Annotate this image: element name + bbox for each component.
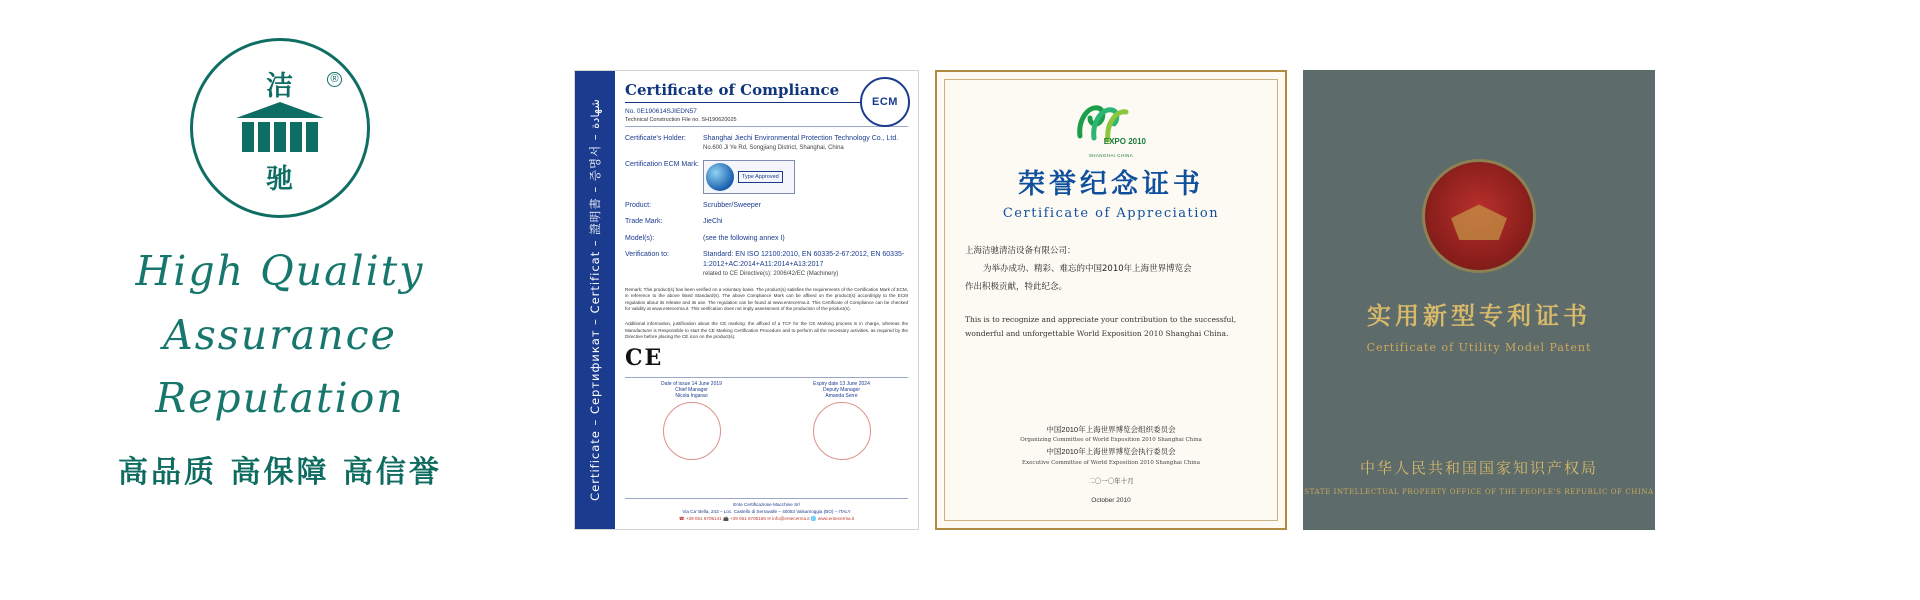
certificate-signature-row (625, 377, 908, 460)
patent-title-chinese: 实用新型专利证书 (1367, 302, 1591, 330)
headline-chinese: 高品质 高保障 高信誉 (118, 454, 442, 490)
expo-logo-icon (1074, 96, 1148, 158)
certificate-file-number: Technical Construction File no. SH190620025 (625, 117, 908, 127)
certificate-footer (625, 498, 908, 523)
patent-issuer-english: STATE INTELLECTUAL PROPERTY OFFICE OF THE PEOPLE'S REPUBLIC OF CHINA (1304, 488, 1654, 496)
expo-org-2-en: Executive Committee of World Exposition 2010 Shanghai China (1022, 459, 1200, 466)
expo-date-en: October 2010 (1091, 496, 1131, 504)
directives-text: related to CE Directive(s): 2006/42/EC (Machinery) (703, 271, 839, 278)
cert-label-mark: Certification ECM Mark: (625, 160, 699, 168)
footer-address: Via Ca' Bella, 243 – Loc. Castello di Serravalle – 40053 Valsamoggia (BO) – ITALY (682, 509, 851, 515)
cert-label-product: Product: (625, 201, 652, 209)
signer-role-left: Chief Manager (675, 387, 708, 394)
jiechi-logo (190, 38, 370, 218)
logo-char-top: 洁 (266, 71, 294, 102)
expo-org-2-cn: 中国2010年上海世界博览会执行委员会 (1046, 446, 1176, 456)
brand-headline (118, 240, 442, 491)
expiry-date: Expiry date 13 June 2024 (813, 381, 870, 388)
patent-title-english: Certificate of Utility Model Patent (1366, 341, 1592, 354)
ecm-mark-box (703, 160, 795, 194)
cert-value-trademark: JieChi (703, 218, 723, 226)
holder-name: Shanghai Jiechi Environmental Protection Technology Co., Ltd. (703, 135, 899, 142)
certificate-number: No. 0E190614SJIEDN57 (625, 108, 697, 115)
cert-row-mark (625, 160, 908, 194)
expo-body-en-line-1: This is to recognize and appreciate your contribution to the successful, (965, 314, 1237, 324)
certificate-body (615, 71, 918, 529)
expo-body-en-line-2: wonderful and unforgettable World Exposition 2010 Shanghai China. (965, 328, 1229, 338)
expo-body-line-3: 作出积极贡献，特此纪念。 (965, 281, 1068, 292)
expo-logo-sublabel: SHANGHAI CHINA (1088, 153, 1134, 158)
stamp-icon-left (663, 402, 721, 460)
footer-contact: ☎ +39 051 6705141 📠 +39 051 6705156 ✉ info@entecerma.it 🌐 www.entecerma.it (678, 516, 855, 522)
cert-value-mark (703, 160, 795, 194)
expo-org-1-cn: 中国2010年上海世界博览会组织委员会 (1046, 424, 1176, 434)
expo-body-english (965, 313, 1257, 342)
standards-text: Standard: EN ISO 12100:2010, EN 60335-2-67:2012, EN 60335-1:2012+AC:2014+A11:2014+A13:2017 (703, 251, 905, 268)
certificate-additional-info: Additional information, justification about the CE marking: the affixed of a TCF for the CE Marking process is in charge, whereas the Manufacturer is Responsible to start the CE Marking Certification Procedure and to perform all the necessary activities, as required by the Directive before placing the CE icon on the product(s). (625, 321, 908, 340)
expo-body-line-2: 为举办成功、精彩、难忘的中国2010年上海世界博览会 (983, 263, 1192, 274)
stamp-icon-right (813, 402, 871, 460)
headline-line-3: Reputation (155, 374, 405, 423)
china-national-emblem-icon (1425, 162, 1533, 270)
cert-row-models (625, 234, 908, 243)
headline-line-2: Assurance (163, 310, 397, 359)
cert-value-verification (703, 250, 908, 278)
cert-value-models: (see the following annex I) (703, 234, 785, 242)
logo-char-bottom: 驰 (266, 164, 294, 195)
expo-body-chinese (965, 243, 1257, 297)
certificate-remark: Remark: This product(s) has been verified on a voluntary basis. The product(s) satisfies the requirements of the Certification Mark of ECM, in reference to the above listed Standard(s). The above Compliance Mark can be affixed on the product(s) accordingly to the ECM regulation about its release and its use. The regulation can be found at www.entecerma.it. This Certificate of Compliance can be checked for validity at www.entecerma.it. This verification does not imply assessment of the production of the product(s). (625, 286, 908, 312)
ce-mark-glyph: CE (625, 345, 664, 372)
certificate-spine-text: Certificate – Сертификат – Certificat – 證明書 – 증명서 – شهادة (588, 99, 602, 501)
holder-address: No.600 Ji Ye Rd, Songjiang District, Shanghai, China (703, 145, 844, 152)
headline-line-1: High Quality (135, 247, 425, 295)
certificate-spine (575, 71, 615, 529)
signer-name-right: Amanda Serre (825, 393, 858, 400)
footer-company: Ente Certificazione Macchine Srl (733, 502, 800, 508)
expo-seal-date-cn: 二〇一〇年十月 (1088, 477, 1134, 485)
certificate-title: Certificate of Compliance (625, 81, 908, 103)
expo-org-1-en: Organizing Committee of World Exposition 2010 Shanghai China (1020, 437, 1202, 444)
registered-trademark-icon: ® (327, 72, 342, 87)
cert-label-holder: Certificate's Holder: (625, 135, 686, 142)
type-approved-label: Type Approved (738, 171, 783, 184)
issue-date: Date of issue 14 June 2019 (661, 381, 722, 388)
cert-row-trademark (625, 217, 908, 226)
expo-title-english: Certificate of Appreciation (1002, 206, 1220, 221)
patent-issuer-chinese: 中华人民共和国国家知识产权局 (1359, 459, 1598, 477)
ce-certificate-image (574, 70, 919, 530)
cert-row-verification (625, 250, 908, 278)
expo-certificate-image (935, 70, 1287, 530)
expo-certificate-inner (944, 79, 1278, 521)
cert-label-models: Model(s): (625, 234, 655, 242)
cert-row-product (625, 201, 908, 210)
signer-name-left: Nicola Ingarao (675, 393, 708, 400)
brand-panel (0, 0, 560, 600)
cert-label-verification: Verification to: (625, 251, 669, 259)
expo-title-chinese: 荣誉纪念证书 (1018, 169, 1204, 200)
cert-value-holder (703, 134, 898, 153)
signer-role-right: Deputy Manager (823, 387, 860, 394)
patent-certificate-image (1303, 70, 1655, 530)
cert-value-product: Scrubber/Sweeper (703, 201, 761, 209)
ecm-globe-icon (706, 163, 734, 191)
cert-row-holder (625, 134, 908, 153)
temple-roof-icon (232, 102, 328, 154)
signature-block-right (775, 381, 908, 460)
signature-block-left (625, 381, 758, 460)
expo-body-line-1: 上海洁驰清洁设备有限公司： (965, 246, 1076, 256)
ecm-badge: ECM (860, 77, 910, 127)
expo-footer (965, 424, 1257, 506)
expo-logo-label: EXPO 2010 (1103, 136, 1146, 146)
cert-label-trademark: Trade Mark: (625, 218, 663, 226)
